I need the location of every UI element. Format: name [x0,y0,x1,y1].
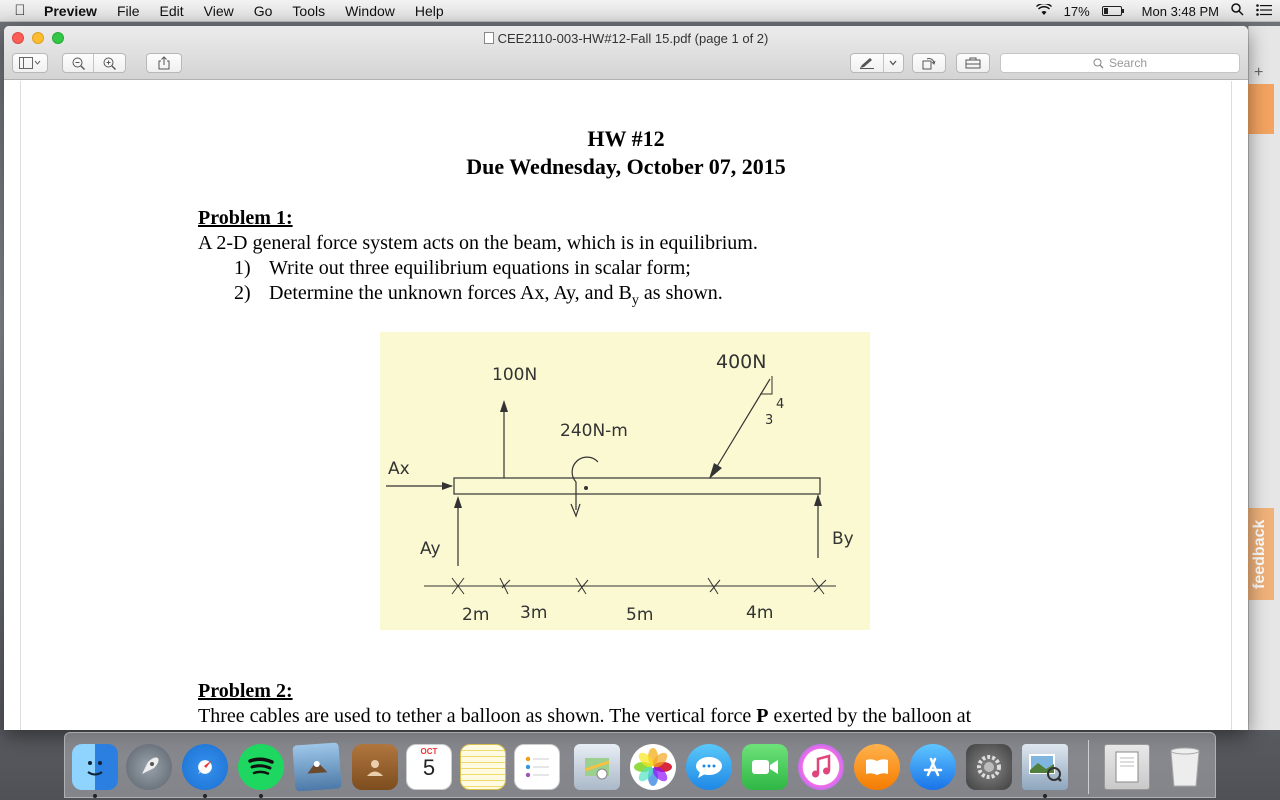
problem1-item2-text: Determine the unknown forces Ax, Ay, and $B_y$ as shown. [269,282,723,308]
messages-icon[interactable] [686,744,732,790]
pdf-document-icon [484,32,494,44]
label-100n: 100N [492,365,538,385]
label-dim-4m: 4m [746,603,774,623]
label-by: By [832,529,854,549]
safari-icon[interactable] [182,744,228,790]
menu-app-name[interactable]: Preview [44,2,97,19]
problem1-item1-number: 1) [234,257,251,279]
menu-edit[interactable]: Edit [159,2,184,19]
spotify-running-indicator [259,794,263,798]
toolbox-button[interactable] [956,53,990,73]
ibooks-icon[interactable] [854,744,900,790]
app-store-icon[interactable] [910,744,956,790]
add-tab-icon[interactable]: + [1254,64,1264,81]
contacts-icon[interactable] [352,744,398,790]
trash-icon[interactable] [1162,744,1208,790]
wifi-icon[interactable] [1036,4,1052,19]
calendar-month: OCT [420,747,438,756]
label-slope-3: 3 [765,413,774,428]
spotify-icon[interactable] [238,744,284,790]
menu-help[interactable]: Help [414,2,444,19]
preview-running-indicator [1043,794,1047,798]
ax-arrowhead [442,482,453,490]
rotate-icon [922,56,936,70]
markup-pen-button[interactable] [851,54,884,72]
share-button[interactable] [146,53,182,73]
label-slope-4: 4 [776,397,785,412]
background-window-accent [1248,84,1274,134]
share-icon [158,56,170,70]
window-title-text: CEE2110-003-HW#12-Fall 15.pdf (page 1 of 2) [497,31,769,46]
problem2-heading: Problem 2: [198,680,293,702]
apple-menu-icon[interactable] [0,2,40,19]
spotlight-icon[interactable] [1231,3,1244,19]
problem1-item1-text: Write out three equilibrium equations in scalar form; [269,257,691,279]
document-title: HW #12 [587,126,665,151]
preview-window [4,26,1248,730]
finder-icon[interactable] [72,744,118,790]
feedback-tab[interactable]: feedback [1246,508,1274,600]
itunes-icon[interactable] [798,744,844,790]
menu-go[interactable]: Go [253,2,273,19]
pen-icon [859,57,875,69]
due-date: Due Wednesday, October 07, 2015 [466,154,786,179]
clock[interactable]: Mon 3:48 PM [1141,3,1219,19]
menu-window[interactable]: Window [345,2,395,19]
problem1-heading: Problem 1: [198,207,293,229]
zoom-out-icon [72,57,85,70]
calendar-day: 5 [422,755,436,780]
menu-file[interactable]: File [116,2,140,19]
label-moment: 240N-m [560,421,628,441]
label-400n: 400N [716,351,767,373]
markup-dropdown-button[interactable] [884,54,903,72]
chevron-down-icon [889,60,897,66]
label-dim-5m: 5m [626,605,654,625]
zoom-out-button[interactable] [63,54,94,72]
maps-icon[interactable] [574,744,620,790]
ay-arrowhead [454,496,462,508]
facetime-icon[interactable] [742,744,788,790]
search-icon [1093,58,1104,69]
launchpad-icon[interactable] [126,744,172,790]
calendar-icon[interactable] [406,744,452,790]
sidebar-icon [19,57,41,69]
label-ax: Ax [388,459,410,479]
label-dim-2m: 2m [462,605,490,625]
preview-icon[interactable] [1022,744,1068,790]
battery-percent[interactable]: 17% [1063,3,1090,19]
moment-point [584,486,588,490]
force-100n-arrowhead [500,400,508,412]
zoom-in-button[interactable] [94,54,125,72]
notification-center-icon[interactable] [1256,4,1272,19]
finder-running-indicator [93,794,97,798]
photos-icon[interactable] [630,744,676,790]
by-arrowhead [814,494,822,506]
reminders-icon[interactable] [514,744,560,790]
menu-view[interactable]: View [203,2,234,19]
sidebar-view-button[interactable] [12,53,48,73]
search-field[interactable] [1000,53,1240,73]
window-title [4,31,1248,46]
menu-bar [0,0,1280,22]
problem1-intro: A 2-D general force system acts on the beam, which is in equilibrium. [198,232,758,254]
zoom-in-icon [103,57,116,70]
downloads-stack-icon[interactable] [1104,744,1150,790]
mail-icon[interactable] [292,742,341,791]
rotate-button[interactable] [912,53,946,73]
label-dim-3m: 3m [520,603,548,623]
problem2-text: Three cables are used to tether a balloon as shown. The vertical force P exerted by the balloon at [198,705,972,727]
system-preferences-icon[interactable] [966,744,1012,790]
toolbox-icon [965,57,981,69]
document-view[interactable] [4,81,1248,730]
menu-tools[interactable]: Tools [292,2,326,19]
safari-running-indicator [203,794,207,798]
problem1-item2-number: 2) [234,282,251,304]
search-placeholder: Search [1108,56,1148,70]
markup-controls [850,53,904,73]
window-toolbar [4,26,1248,80]
beam-sketch-figure [380,332,870,630]
moment-arc [572,457,598,510]
force-400n-arrowhead [709,463,722,479]
battery-icon[interactable] [1102,6,1122,16]
beam [454,478,820,494]
notes-icon[interactable] [460,744,506,790]
zoom-controls [62,53,126,73]
dock-separator [1088,740,1089,794]
label-ay: Ay [420,539,441,559]
